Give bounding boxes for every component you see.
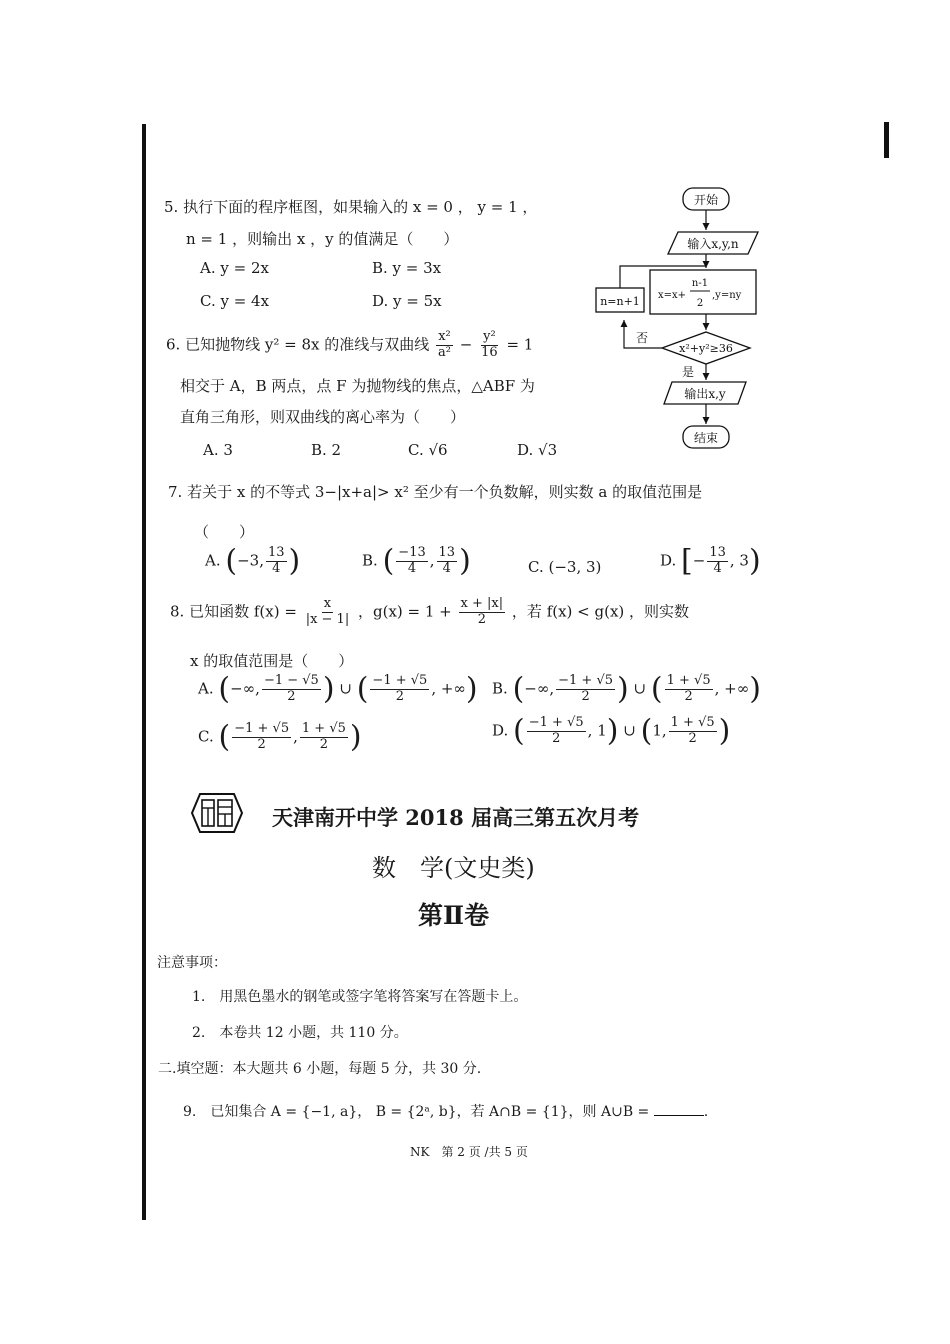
notes-item-1: 1. 用黑色墨水的钢笔或签字笔将答案写在答题卡上。 <box>192 989 528 1005</box>
q9-answer-blank <box>654 1101 704 1116</box>
school-logo <box>190 792 244 834</box>
school-title: 天津南开中学 2018 届高三第五次月考 <box>272 805 640 830</box>
subject-title: 数 学(文史类) <box>372 854 535 882</box>
scan-edge-right <box>884 122 889 158</box>
q8-option-a: A. (−∞, $\frac{-1 - √5}{2}$ ) ∪ ( $\frac{-1 + √5}{2}$ , +∞) <box>198 671 478 707</box>
q6-fraction-x: $\frac{\text{x²}}{\text{a²}}$ <box>438 329 451 360</box>
q6-fraction-y: $\frac{\text{y²}}{16}$ <box>481 329 498 360</box>
page-footer: NK 第 2 页 /共 5 页 <box>410 1145 528 1159</box>
flow-end-label: 结束 <box>693 431 719 445</box>
q8-line2: x 的取值范围是（ ） <box>190 652 354 670</box>
volume-title: 第Ⅱ卷 <box>418 901 490 930</box>
program-flowchart <box>590 180 790 460</box>
q8-option-c: C. ( $\frac{-1 + √5}{2}$ , $\frac{1 + √5}{2}$ ) <box>198 719 362 755</box>
flow-assign-x: x=x+ <box>658 290 687 301</box>
q6-line3: 直角三角形，则双曲线的离心率为（ ） <box>180 408 466 426</box>
notes-heading: 注意事项： <box>157 955 227 971</box>
q5-option-c: C. y = 4x <box>200 292 270 310</box>
q6-option-a: A. 3 <box>203 441 233 459</box>
q7-option-b: B. ( $\frac{-13}{4}$ , $\frac{13}{4}$ ) <box>362 543 471 579</box>
q6-minus: − <box>459 335 473 354</box>
q6-option-b: B. 2 <box>311 441 342 459</box>
q7-line2: （ ） <box>194 523 255 541</box>
q7-option-c: C. (−3, 3) <box>528 558 602 576</box>
flow-start-label: 开始 <box>693 193 719 207</box>
notes-item-2: 2. 本卷共 12 小题，共 110 分。 <box>192 1025 408 1041</box>
flow-assign-y: ,y=ny <box>712 290 742 301</box>
q6-option-c: C. √6 <box>408 441 448 459</box>
q7-option-a: A. (−3, $\frac{13}{4}$ ) <box>205 543 301 579</box>
flow-yes-label: 是 <box>682 365 695 379</box>
q8-line1: 8. 已知函数 f(x) = $\frac{x}{|x - 1|}$ ，g(x) = 1 + $\frac{x + |x|}{2}$ ，若 f(x) < g(x) ，则实数 <box>170 596 690 627</box>
section-fill-in-heading: 二.填空题：本大题共 6 小题，每题 5 分，共 30 分. <box>158 1061 482 1077</box>
q6-option-d: D. √3 <box>517 441 558 459</box>
flow-increment-label: n=n+1 <box>600 295 640 308</box>
q8-option-b: B. (−∞, $\frac{-1 + √5}{2}$ ) ∪ ( $\frac{1 + √5}{2}$ , +∞) <box>492 671 761 707</box>
q6-equals: = 1 <box>506 335 534 354</box>
q5-line2: n = 1 ，则输出 x ，y 的值满足（ ） <box>186 230 459 248</box>
q7-line1: 7. 若关于 x 的不等式 3−|x+a|> x² 至少有一个负数解，则实数 a 的取值范围是 <box>168 483 703 501</box>
q5-option-b: B. y = 3x <box>372 259 442 277</box>
q5-option-d: D. y = 5x <box>372 292 442 310</box>
flow-frac-den: 2 <box>696 298 704 309</box>
q5-option-a: A. y = 2x <box>200 259 269 277</box>
q6-line1 <box>166 330 533 361</box>
q9-line: 9. 已知集合 A = {−1, a}， B = {2ᵃ, b}，若 A∩B = {1}，则 A∪B = . <box>183 1101 708 1121</box>
q8-option-d: D. ( $\frac{-1 + √5}{2}$ , 1) ∪ (1, $\frac{1 + √5}{2}$ ) <box>492 713 731 749</box>
q6-prefix: 6. 已知抛物线 y² = 8x 的准线与双曲线 <box>166 335 430 354</box>
q7-option-d: D. [− $\frac{13}{4}$ , 3) <box>660 543 761 579</box>
flow-no-label: 否 <box>636 331 649 345</box>
q5-line1: 5. 执行下面的程序框图，如果输入的 x = 0 ， y = 1 ， <box>164 198 538 216</box>
flow-input-label: 输入x,y,n <box>687 237 739 251</box>
flow-frac-num: n-1 <box>691 278 709 289</box>
scan-edge-left <box>142 124 146 1220</box>
flow-output-label: 输出x,y <box>684 387 726 401</box>
flow-decision-label: x²+y²≥36 <box>679 342 733 355</box>
q6-line2: 相交于 A，B 两点，点 F 为抛物线的焦点，△ABF 为 <box>180 377 535 395</box>
